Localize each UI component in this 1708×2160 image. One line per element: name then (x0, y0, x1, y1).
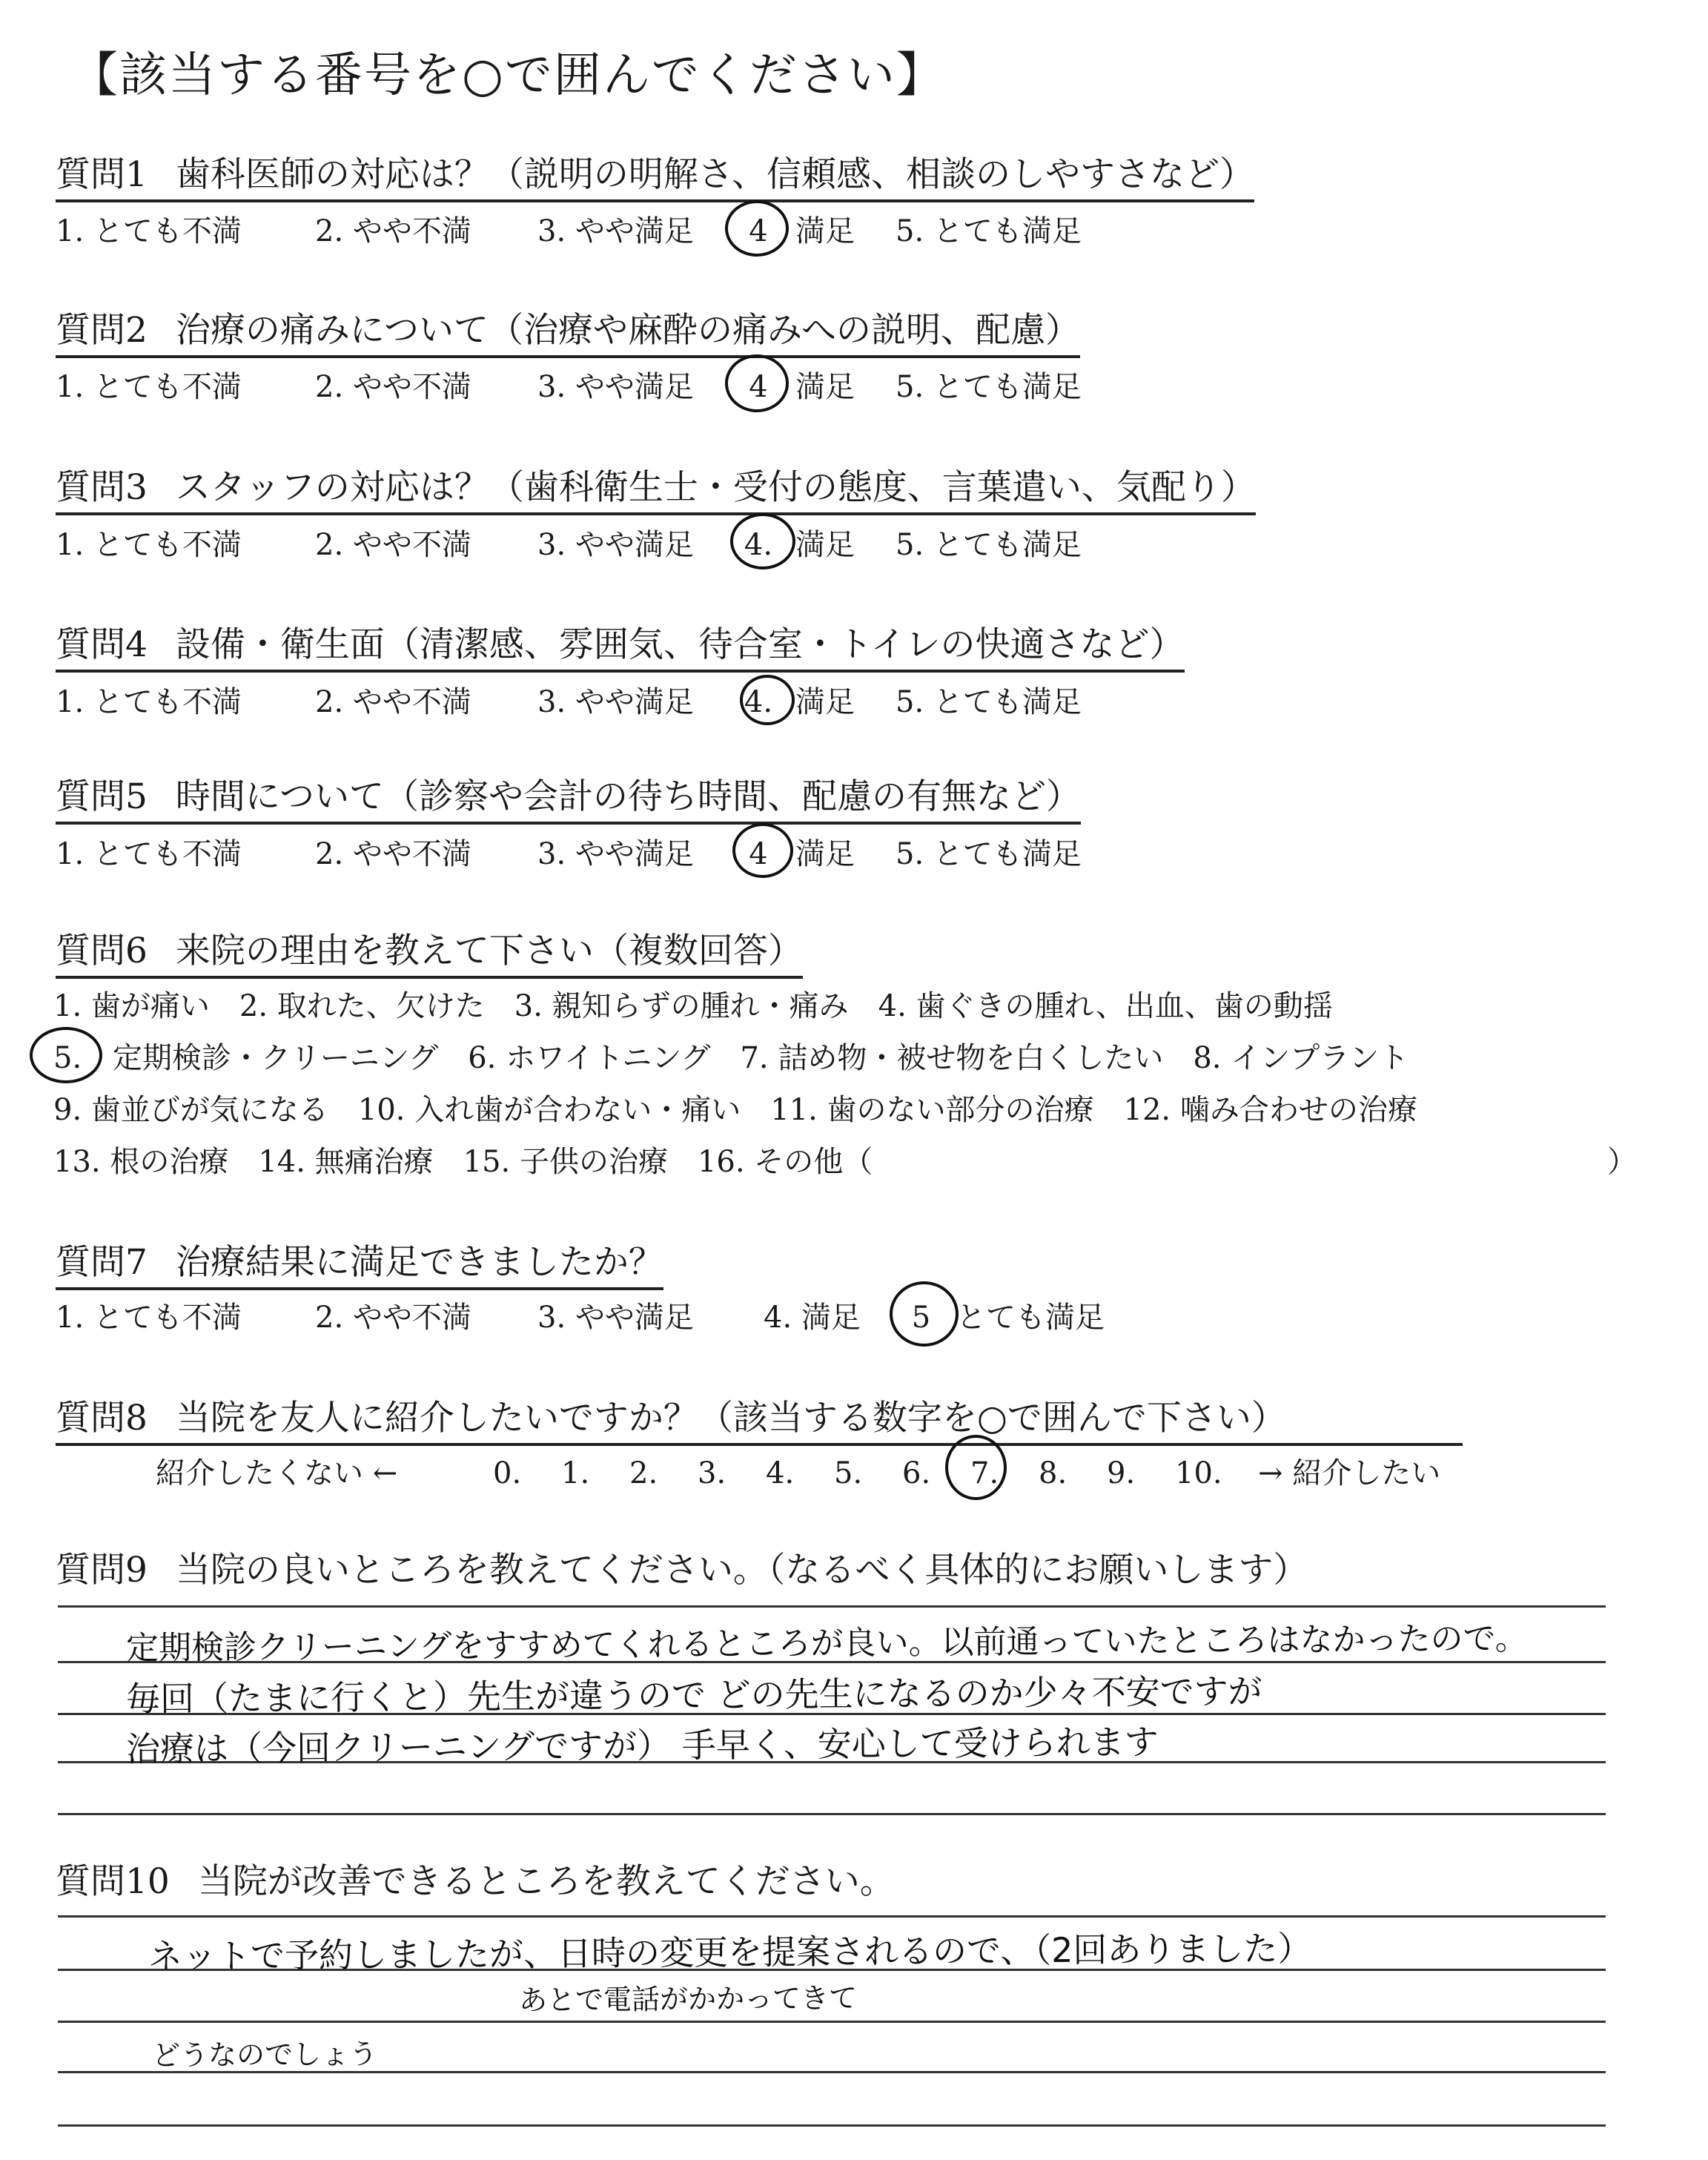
handwritten-insertion: あとで電話がかかってきて (518, 1981, 858, 2017)
option-4-label: 満足 (795, 528, 855, 562)
option-5[interactable]: 5. とても満足 (896, 685, 1082, 719)
scale-2[interactable]: 2. (629, 1456, 658, 1490)
handwritten-answer-line: 毎回（たまに行くと）先生が違うので どの先生になるのか少々不安ですが (125, 1671, 1262, 1720)
selection-circle (740, 675, 795, 725)
handwritten-answer-line: ネットで予約しましたが、日時の変更を提案されるので、（2回ありました） (148, 1928, 1312, 1977)
answer-rule (58, 1915, 1606, 1918)
handwritten-answer-line: どうなのでしょう (151, 2037, 378, 2073)
scale-10[interactable]: 10. (1175, 1456, 1222, 1490)
option-4-selected[interactable]: 4. (744, 528, 773, 562)
question-4-options (56, 678, 1082, 721)
option-4-label: 満足 (795, 685, 855, 719)
selection-circle (945, 1435, 1007, 1500)
question-5-number: 質問5 (56, 776, 148, 817)
option-4-selected[interactable]: 4 (749, 837, 768, 871)
option-3[interactable]: 3. やや満足 (537, 685, 694, 719)
page-title: 【該当する番号を○で囲んでください】 (70, 48, 945, 103)
option-5[interactable]: 5. とても満足 (896, 214, 1082, 248)
option-5-selected[interactable]: 5 (911, 1301, 931, 1335)
option-4-selected[interactable]: 4 (749, 214, 768, 248)
option-4-selected[interactable]: 4. (744, 685, 773, 719)
question-10-number: 質問10 (56, 1861, 170, 1902)
selection-circle (732, 823, 793, 878)
question-3-heading (56, 460, 1256, 515)
option-4[interactable]: 4. 満足 (764, 1301, 861, 1335)
question-5-options (56, 830, 1082, 873)
question-6-text: 来院の理由を教えて下さい（複数回答） (175, 931, 803, 971)
option-1[interactable]: 1. とても不満 (56, 837, 242, 871)
question-6-number: 質問6 (56, 931, 148, 971)
question-4-text: 設備・衛生面（清潔感、雰囲気、待合室・トイレの快適さなど） (175, 624, 1185, 665)
selection-circle (890, 1281, 959, 1347)
option-2[interactable]: 2. やや不満 (315, 528, 471, 562)
selection-circle (730, 513, 795, 569)
question-7-heading (56, 1235, 663, 1290)
question-3-options (56, 521, 1082, 564)
question-2-options (56, 363, 1082, 406)
scale-9[interactable]: 9. (1107, 1456, 1136, 1490)
answer-rule (58, 1813, 1606, 1815)
option-2[interactable]: 2. やや不満 (315, 370, 471, 404)
reason-line-3[interactable]: 9. 歯並びが気になる 10. 入れ歯が合わない・痛い 11. 歯のない部分の治療 12. 噛み合わせの治療 (53, 1093, 1417, 1127)
option-2[interactable]: 2. やや不満 (315, 685, 471, 719)
question-4-heading (56, 617, 1185, 673)
question-8-text: 当院を友人に紹介したいですか？（該当する数字を○で囲んで下さい） (175, 1398, 1286, 1439)
answer-rule (58, 2021, 1606, 2023)
option-1[interactable]: 1. とても不満 (56, 685, 242, 719)
selection-circle (725, 200, 789, 257)
scale-7-selected[interactable]: 7. (970, 1456, 999, 1490)
question-9-number: 質問9 (56, 1550, 148, 1591)
option-5-label: とても満足 (956, 1301, 1105, 1335)
selection-circle (30, 1027, 102, 1083)
question-10-text: 当院が改善できるところを教えてください。 (197, 1861, 895, 1902)
option-3[interactable]: 3. やや満足 (537, 214, 694, 248)
scale-8[interactable]: 8. (1039, 1456, 1068, 1490)
reason-line-1[interactable]: 1. 歯が痛い 2. 取れた、欠けた 3. 親知らずの腫れ・痛み 4. 歯ぐきの腫れ、出血、歯の動揺 (53, 989, 1333, 1023)
question-8-number: 質問8 (56, 1398, 148, 1439)
scale-0[interactable]: 0. (493, 1456, 522, 1490)
question-1-text: 歯科医師の対応は？（説明の明解さ、信頼感、相談のしやすさなど） (175, 154, 1255, 195)
handwritten-answer-line: 定期検診クリーニングをすすめてくれるところが良い。以前通っていたところはなかったので。 (125, 1619, 1528, 1668)
question-7-text: 治療結果に満足できましたか？ (175, 1242, 663, 1283)
option-2[interactable]: 2. やや不満 (315, 837, 471, 871)
scale-right-label: → 紹介したい (1258, 1456, 1441, 1490)
question-6-heading (56, 923, 803, 979)
option-5[interactable]: 5. とても満足 (896, 528, 1082, 562)
reason-line-2-text: 定期検診・クリーニング 6. ホワイトニング 7. 詰め物・被せ物を白くしたい 8. インプラント (113, 1041, 1409, 1075)
reason-line-2[interactable] (53, 1034, 1409, 1077)
question-5-text: 時間について（診察や会計の待ち時間、配慮の有無など） (175, 776, 1081, 817)
scale-4[interactable]: 4. (766, 1456, 795, 1490)
option-5[interactable]: 5. とても満足 (896, 837, 1082, 871)
option-1[interactable]: 1. とても不満 (56, 214, 242, 248)
scale-6[interactable]: 6. (902, 1456, 931, 1490)
question-1-options (56, 208, 1082, 250)
question-2-number: 質問2 (56, 310, 148, 351)
reason-line-4[interactable]: 13. 根の治療 14. 無痛治療 15. 子供の治療 16. その他（ (53, 1145, 873, 1179)
handwritten-answer-line: 治療は（今回クリーニングですが） 手早く、安心して受けられます (125, 1722, 1159, 1769)
option-3[interactable]: 3. やや満足 (537, 370, 694, 404)
option-3[interactable]: 3. やや満足 (537, 528, 694, 562)
question-10-heading (56, 1854, 895, 1903)
reason-other-close: ） (1607, 1145, 1637, 1179)
option-3[interactable]: 3. やや満足 (537, 837, 694, 871)
question-9-heading (56, 1542, 1308, 1592)
selection-circle (725, 354, 789, 412)
question-3-number: 質問3 (56, 467, 148, 508)
option-4-selected[interactable]: 4 (749, 370, 768, 404)
scale-1[interactable]: 1. (561, 1456, 590, 1490)
option-1[interactable]: 1. とても不満 (56, 370, 242, 404)
option-1[interactable]: 1. とても不満 (56, 528, 242, 562)
recommend-scale (156, 1450, 1440, 1492)
option-4-label: 満足 (795, 370, 855, 404)
question-1-heading (56, 147, 1254, 202)
scale-left-label: 紹介したくない ← (156, 1456, 398, 1490)
option-3[interactable]: 3. やや満足 (537, 1301, 694, 1335)
option-2[interactable]: 2. やや不満 (315, 214, 471, 248)
answer-rule (58, 1605, 1606, 1608)
question-4-number: 質問4 (56, 624, 148, 665)
question-5-heading (56, 769, 1081, 825)
scale-3[interactable]: 3. (698, 1456, 726, 1490)
option-1[interactable]: 1. とても不満 (56, 1301, 242, 1335)
question-9-text: 当院の良いところを教えてください。（なるべく具体的にお願いします） (175, 1550, 1308, 1591)
option-2[interactable]: 2. やや不満 (315, 1301, 471, 1335)
answer-rule (58, 2124, 1606, 2127)
question-8-heading (56, 1390, 1463, 1446)
option-4-label: 満足 (795, 837, 855, 871)
question-7-number: 質問7 (56, 1242, 148, 1283)
scale-5[interactable]: 5. (834, 1456, 863, 1490)
option-4-label: 満足 (795, 214, 855, 248)
question-3-text: スタッフの対応は？（歯科衛生士・受付の態度、言葉遣い、気配り） (175, 467, 1256, 508)
question-2-text: 治療の痛みについて（治療や麻酔の痛みへの説明、配慮） (175, 310, 1081, 351)
reason-5-number[interactable]: 5. (53, 1041, 82, 1075)
question-2-heading (56, 303, 1080, 358)
question-1-number: 質問1 (56, 154, 148, 195)
option-5[interactable]: 5. とても満足 (896, 370, 1082, 404)
